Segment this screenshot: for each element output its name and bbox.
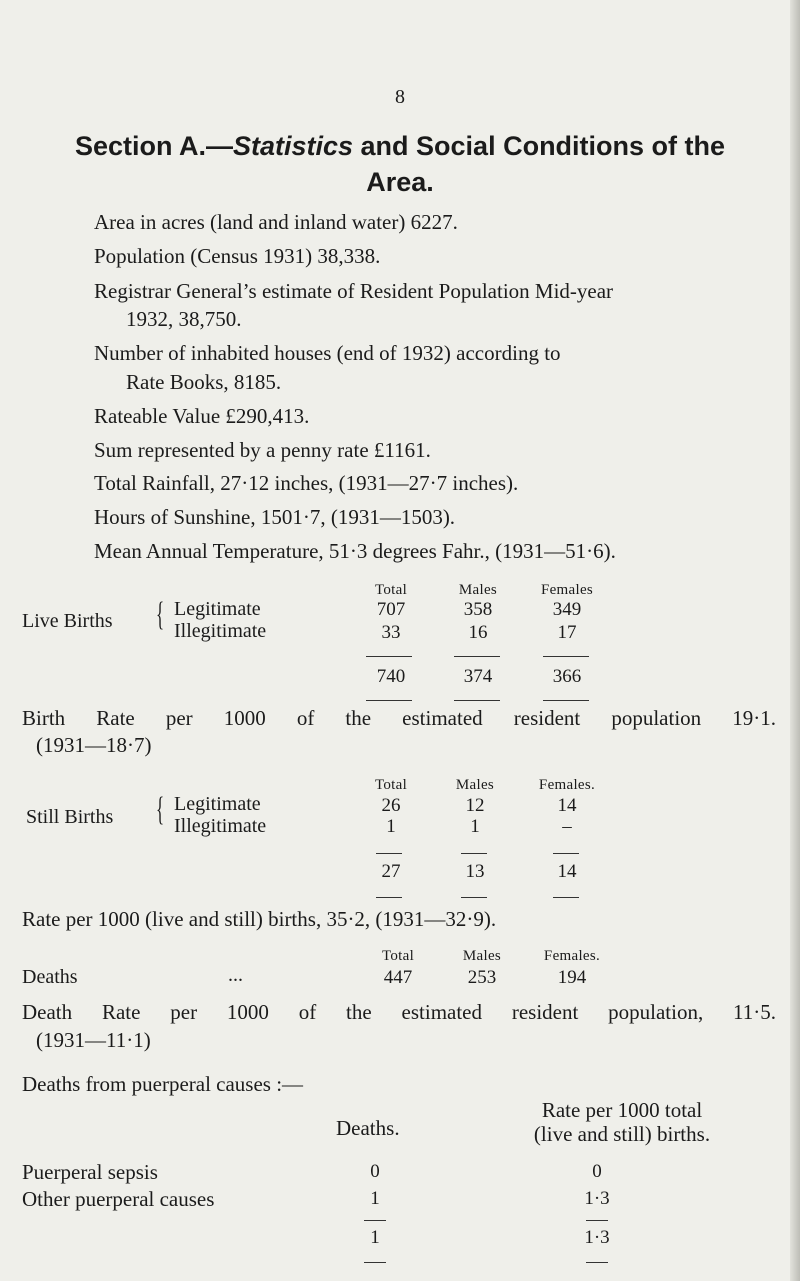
live-sum-total: 740: [376, 666, 406, 687]
live-illegit-females: 17: [557, 622, 577, 643]
live-total-rule: [366, 656, 412, 657]
population-line: Population (Census 1931) 38,338.: [94, 244, 381, 268]
puerperal-sum-deaths: 1: [370, 1227, 380, 1248]
deaths-total: 447: [383, 967, 413, 988]
live-sum-females: 366: [552, 666, 582, 687]
still-females-rule: [553, 853, 579, 854]
puerperal-sum-rate: 1·3: [584, 1227, 610, 1248]
still-males-rule: [461, 853, 487, 854]
still-births-legit-label: Legitimate: [174, 793, 261, 815]
heading-prefix: Section A.—: [74, 131, 233, 161]
deaths-header-total: Total: [381, 948, 415, 964]
live-legit-males: 358: [463, 599, 493, 620]
penny-rate-line: Sum represented by a penny rate £1161.: [94, 438, 431, 462]
deaths-label: Deaths: [22, 966, 78, 988]
still-total-rule: [376, 853, 402, 854]
live-births-label: Live Births: [22, 610, 113, 632]
puerperal-other-rate: 1·3: [584, 1188, 610, 1209]
deaths-header-males: Males: [462, 948, 502, 964]
still-sum-males: 13: [465, 861, 485, 882]
deaths-header-females: Females.: [543, 948, 601, 964]
live-females-rule-bottom: [543, 700, 589, 701]
live-births-brace: {: [156, 596, 165, 633]
live-males-rule-bottom: [454, 700, 500, 701]
still-legit-total: 26: [381, 795, 401, 816]
death-rate-line-1: Death Rate per 1000 of the estimated resident population, 11·5.: [22, 1000, 776, 1024]
still-males-rule-bottom: [461, 897, 487, 898]
still-births-header-males: Males: [455, 777, 495, 793]
puerperal-rate-header-2: (live and still) births.: [533, 1122, 711, 1146]
live-births-header-females: Females: [540, 582, 594, 598]
still-illegit-females: –: [562, 816, 572, 837]
live-births-header-total: Total: [374, 582, 408, 598]
page-number: 8: [395, 86, 405, 108]
temperature-line: Mean Annual Temperature, 51·3 degrees Fahr., (1931—51·6).: [94, 539, 616, 563]
live-illegit-males: 16: [468, 622, 488, 643]
puerperal-sepsis-rate: 0: [592, 1161, 602, 1182]
still-sum-total: 27: [381, 861, 401, 882]
still-legit-females: 14: [557, 795, 577, 816]
live-females-rule: [543, 656, 589, 657]
live-legit-females: 349: [552, 599, 582, 620]
still-legit-males: 12: [465, 795, 485, 816]
live-sum-males: 374: [463, 666, 493, 687]
puerperal-rate-header-1: Rate per 1000 total: [541, 1098, 703, 1122]
sunshine-line: Hours of Sunshine, 1501·7, (1931—1503).: [94, 505, 456, 529]
live-illegit-total: 33: [381, 622, 401, 643]
death-rate-line-2: (1931—11·1): [36, 1028, 151, 1052]
still-births-illegit-label: Illegitimate: [174, 815, 267, 837]
still-total-rule-bottom: [376, 897, 402, 898]
rateable-value-line: Rateable Value £290,413.: [94, 404, 310, 428]
still-births-header-females: Females.: [538, 777, 596, 793]
puerperal-other-deaths: 1: [370, 1188, 380, 1209]
birth-rate-line-2: (1931—18·7): [36, 733, 152, 757]
live-legit-total: 707: [376, 599, 406, 620]
still-sum-females: 14: [557, 861, 577, 882]
puerperal-sepsis-label: Puerperal sepsis: [22, 1160, 158, 1184]
puerperal-intro: Deaths from puerperal causes :—: [22, 1072, 304, 1096]
still-births-brace: {: [156, 791, 165, 828]
live-total-rule-bottom: [366, 700, 412, 701]
heading-emphasis: Statistics: [232, 131, 354, 161]
deaths-leader-dots: ...: [228, 964, 243, 986]
puerperal-rate-rule-bottom: [586, 1262, 608, 1263]
estimate-line-2: 1932, 38,750.: [126, 307, 242, 331]
deaths-males: 253: [467, 967, 497, 988]
area-line: Area in acres (land and inland water) 6227.: [94, 210, 458, 234]
live-births-illegit-label: Illegitimate: [174, 620, 267, 642]
houses-line-2: Rate Books, 8185.: [126, 370, 282, 394]
estimate-line-1: Registrar General’s estimate of Resident Population Mid-year: [94, 279, 614, 303]
houses-line-1: Number of inhabited houses (end of 1932) according to: [94, 341, 561, 365]
deaths-females: 194: [557, 967, 587, 988]
puerperal-deaths-rule-bottom: [364, 1262, 386, 1263]
live-births-legit-label: Legitimate: [174, 598, 261, 620]
page-edge-shadow: [790, 0, 800, 1281]
still-illegit-males: 1: [470, 816, 480, 837]
live-births-header-males: Males: [458, 582, 498, 598]
puerperal-other-label: Other puerperal causes: [22, 1187, 215, 1211]
section-heading: [60, 128, 740, 200]
rainfall-line: Total Rainfall, 27·12 inches, (1931—27·7 inches).: [94, 471, 519, 495]
puerperal-sepsis-deaths: 0: [370, 1161, 380, 1182]
still-rate-line: Rate per 1000 (live and still) births, 35·2, (1931—32·9).: [22, 907, 497, 931]
still-females-rule-bottom: [553, 897, 579, 898]
heading-suffix: and Social Conditions of the Area.: [353, 131, 726, 197]
still-births-label: Still Births: [26, 806, 114, 828]
live-males-rule: [454, 656, 500, 657]
puerperal-deaths-header: Deaths.: [336, 1116, 400, 1140]
birth-rate-line-1: Birth Rate per 1000 of the estimated resident population 19·1.: [22, 706, 776, 730]
puerperal-rate-rule: [586, 1220, 608, 1221]
still-illegit-total: 1: [386, 816, 396, 837]
still-births-header-total: Total: [374, 777, 408, 793]
puerperal-deaths-rule: [364, 1220, 386, 1221]
